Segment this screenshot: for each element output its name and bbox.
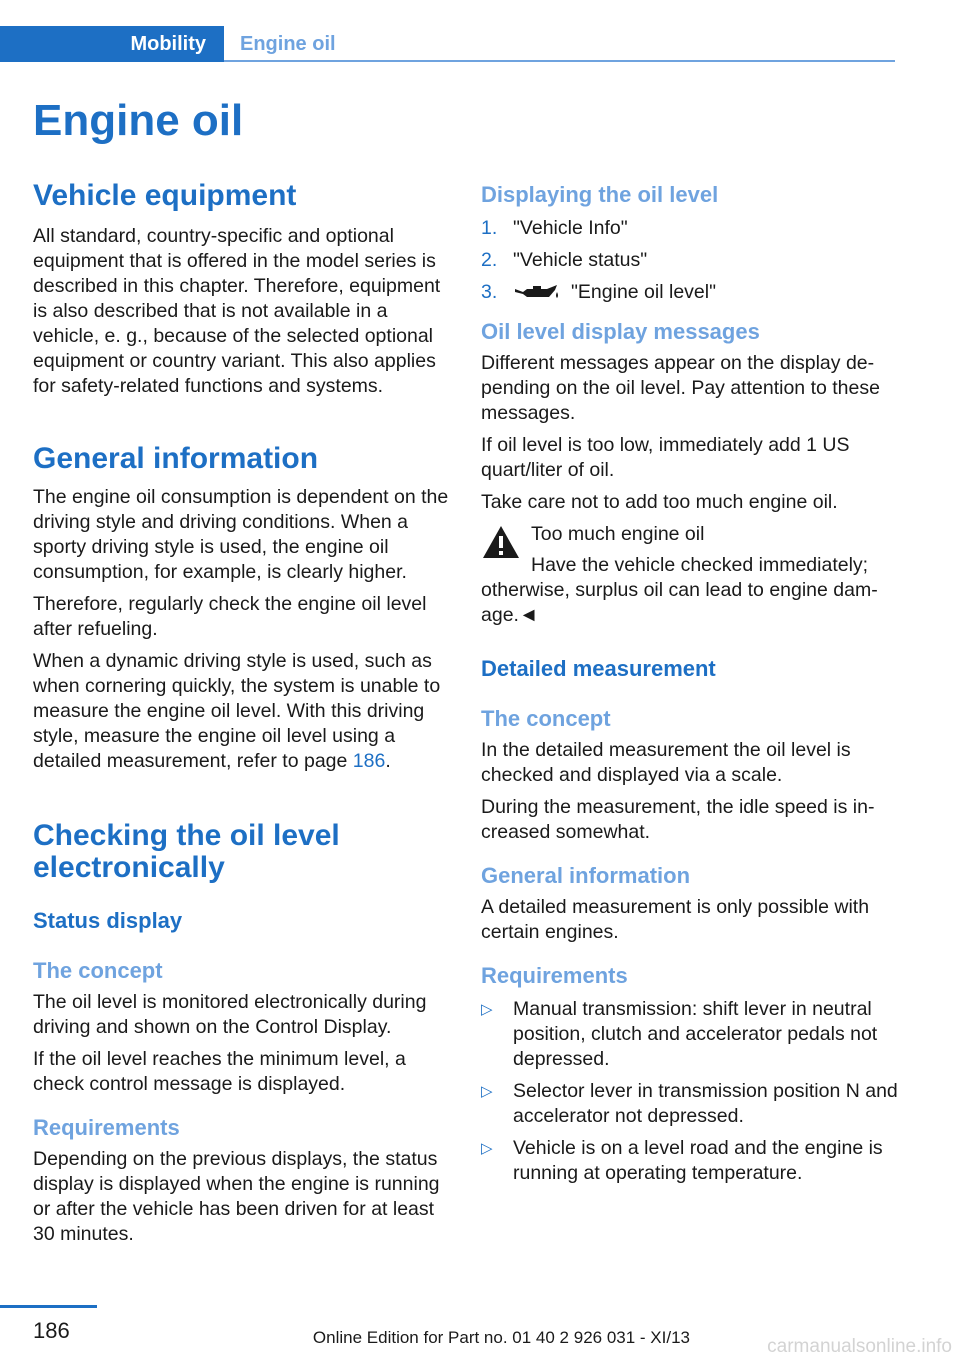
step-text: "Engine oil level"	[571, 281, 717, 303]
page-title: Engine oil	[33, 96, 244, 145]
display-steps-list	[481, 216, 899, 305]
general-info-p3	[33, 649, 451, 774]
warning-rest: otherwise, surplus oil can lead to engine damage.◄	[481, 579, 878, 626]
messages-p2: If oil level is too low, immediately add 1 US quart/liter of oil.	[481, 434, 850, 481]
requirement-text: Vehicle is on a level road and the engine is running at operating temperature.	[513, 1137, 883, 1184]
general-info-p1: The engine oil consumption is dependent on the driving style and driving conditions. When a sporty driving style is used, the engine oil consumption, for example, is clearly higher.	[33, 486, 449, 583]
engine-oil-can-icon	[513, 282, 565, 304]
header-rule	[224, 60, 895, 62]
edition-text: Online Edition for Part no. 01 40 2 926 031 - XI/13	[312, 1328, 690, 1347]
step-number: 2.	[481, 249, 498, 271]
step-number: 3.	[481, 281, 498, 303]
messages-p1: Different messages appear on the display depending on the oil level. Pay attention to these messages.	[481, 352, 880, 424]
messages-heading: Oil level display messages	[481, 319, 760, 344]
footer-rule	[0, 1305, 97, 1308]
warning-lines	[531, 522, 868, 578]
warning-triangle-icon	[481, 524, 521, 560]
messages-p3: Take care not to add too much engine oil.	[481, 491, 838, 513]
list-item	[481, 1079, 899, 1129]
step-text: "Vehicle Info"	[513, 217, 628, 239]
detailed-req-heading: Requirements	[481, 963, 628, 988]
general-info-heading: General information	[33, 442, 319, 475]
vehicle-equipment-heading: Vehicle equipment	[33, 179, 297, 212]
requirements-heading: Requirements	[33, 1115, 180, 1140]
page-number: 186	[33, 1318, 70, 1343]
requirement-text: Manual transmission: shift lever in neutral position, clutch and accelerator pedals not depressed.	[513, 998, 878, 1070]
list-item	[481, 280, 899, 305]
step-number: 1.	[481, 217, 498, 239]
page-reference-link[interactable]: 186	[352, 750, 386, 772]
bullet-marker: ▷	[481, 1083, 493, 1100]
list-item	[481, 997, 899, 1072]
list-item	[481, 216, 899, 241]
detailed-heading: Detailed measurement	[481, 656, 716, 681]
list-item	[481, 1136, 899, 1186]
general-info-p3-end: .	[385, 750, 391, 772]
step-content	[513, 280, 716, 305]
bullet-marker: ▷	[481, 1140, 493, 1157]
requirements-text: Depending on the previous displays, the status display is displayed when the engine is running or after the vehicle has been driven for at least 30 minutes.	[33, 1148, 440, 1245]
chapter-tab: Engine oil	[240, 33, 336, 55]
checking-heading: Checking the oil level electronically	[33, 819, 340, 884]
detailed-gi-text: A detailed measurement is only possible with certain engines.	[481, 896, 870, 943]
general-info-p3-text: When a dynamic driving style is used, such as when cornering quickly, the system is unable to measure the engine oil level. With this driving style, measure the engine oil level using a detailed measurement, refer to page	[33, 650, 441, 772]
page-header	[0, 26, 895, 62]
status-display-heading: Status display	[33, 908, 183, 933]
concept-p1: The oil level is monitored electronically during driving and shown on the Control Display.	[33, 991, 427, 1038]
displaying-heading: Displaying the oil level	[481, 182, 719, 207]
detailed-concept-p2: During the measurement, the idle speed is increased somewhat.	[481, 796, 875, 843]
detailed-concept-p1: In the detailed measurement the oil level is checked and displayed via a scale.	[481, 739, 851, 786]
warning-title: Too much engine oil	[531, 523, 705, 545]
concept-p2: If the oil level reaches the minimum level, a check control message is displayed.	[33, 1048, 406, 1095]
left-column	[33, 180, 451, 1254]
watermark: carmanualsonline.info	[767, 1336, 952, 1357]
right-column	[481, 182, 899, 1193]
general-info-p2: Therefore, regularly check the engine oil level after refueling.	[33, 593, 427, 640]
detailed-gi-heading: General information	[481, 863, 691, 888]
warning-block	[481, 522, 899, 578]
list-item	[481, 248, 899, 273]
section-tab: Mobility	[0, 26, 224, 62]
step-text: "Vehicle status"	[513, 249, 648, 271]
requirement-text: Selector lever in transmission position N and accelerator not depressed.	[513, 1080, 898, 1127]
detailed-concept-heading: The concept	[481, 706, 611, 731]
concept-heading: The concept	[33, 958, 163, 983]
bullet-marker: ▷	[481, 1001, 493, 1018]
requirements-list	[481, 997, 899, 1186]
warning-line: Have the vehicle checked immediately;	[531, 554, 869, 576]
vehicle-equipment-text: All standard, country-specific and optional equipment that is offered in the model series is described in this chapter. Therefore, equipment is also described that is not available in a vehicle, e. g., because of the selected optional equipment or country variant. This also applies for safety-related functions and systems.	[33, 225, 441, 397]
